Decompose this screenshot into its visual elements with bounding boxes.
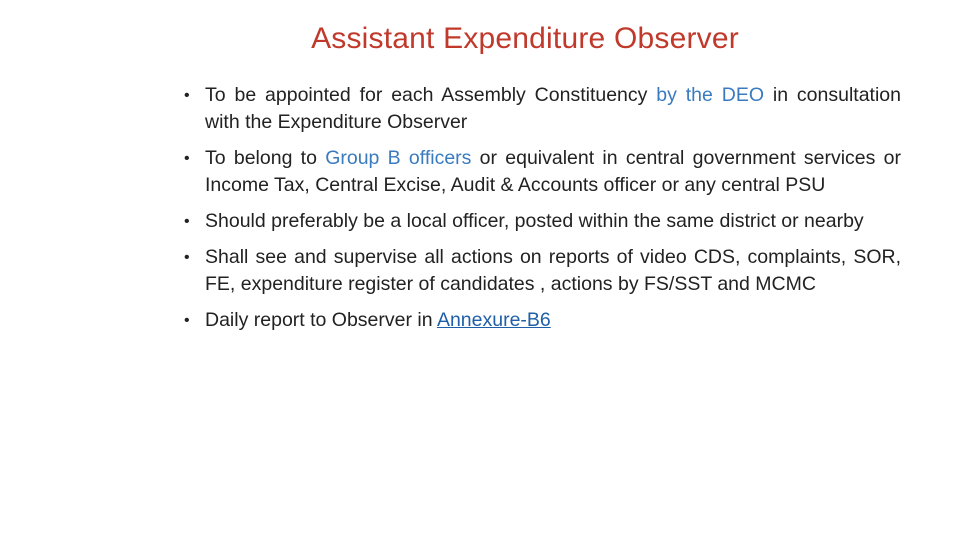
bullet-icon: • bbox=[184, 312, 190, 329]
bullet-text: Should preferably be a local officer, posted within the same district or nearby bbox=[205, 210, 864, 232]
bullet-text: or equivalent in central government services or Income Tax, Central Excise, Audit & Accounts officer or any central PSU bbox=[205, 147, 901, 196]
list-item bbox=[184, 145, 901, 199]
bullet-icon: • bbox=[184, 150, 190, 167]
highlight-text: Group B officers bbox=[325, 147, 472, 169]
bullet-text: To be appointed for each Assembly Constituency bbox=[205, 84, 657, 106]
bullet-icon: • bbox=[184, 213, 190, 230]
bullet-text: Shall see and supervise all actions on reports of video CDS, complaints, SOR, FE, expenditure register of candidates , actions by FS/SST and MCMC bbox=[205, 246, 901, 295]
bullet-text: in consultation with the Expenditure Observer bbox=[205, 84, 901, 133]
bullet-icon: • bbox=[184, 249, 190, 266]
list-item bbox=[184, 82, 901, 136]
list-item bbox=[184, 307, 901, 334]
slide-title: Assistant Expenditure Observer bbox=[311, 22, 739, 55]
bullet-list bbox=[184, 82, 901, 343]
bullet-icon: • bbox=[184, 87, 190, 104]
bullet-text: Daily report to Observer in bbox=[205, 309, 437, 331]
bullet-text: To belong to bbox=[205, 147, 326, 169]
list-item bbox=[184, 208, 901, 235]
highlight-text: by the DEO bbox=[656, 84, 764, 106]
list-item bbox=[184, 244, 901, 298]
annexure-link[interactable]: Annexure-B6 bbox=[436, 309, 551, 331]
